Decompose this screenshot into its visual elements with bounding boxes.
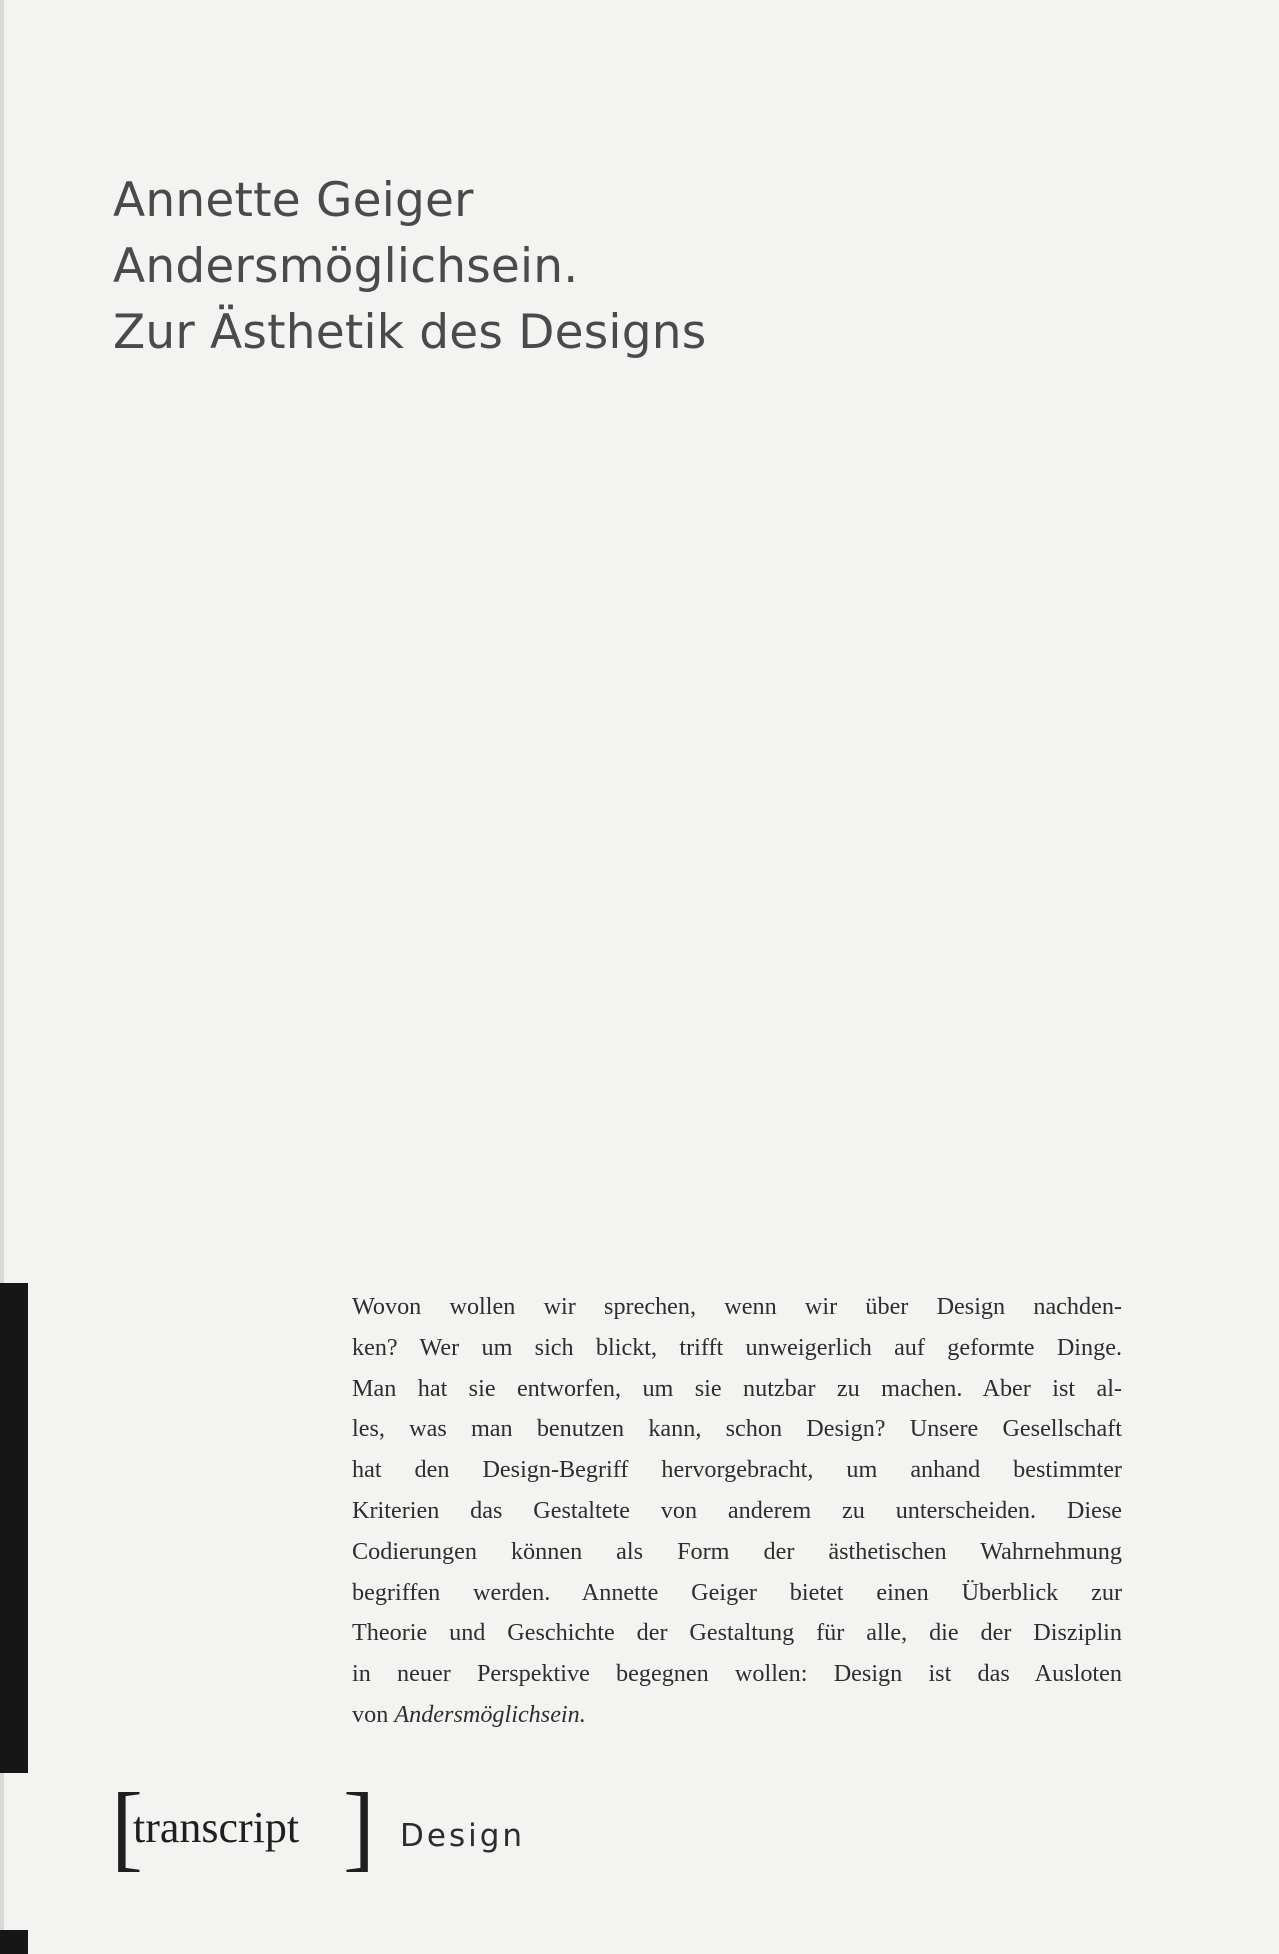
- book-subtitle: Zur Ästhetik des Designs: [113, 305, 707, 360]
- spine-mark-bottom: [0, 1930, 28, 1954]
- blurb-line: Codierungen können als Form der ästhetischen Wahrnehmung: [352, 1537, 1122, 1565]
- blurb-italic-term: Andersmöglichsein.: [394, 1700, 586, 1728]
- blurb-line: les, was man benutzen kann, schon Design? Unsere Gesellschaft: [352, 1415, 1122, 1443]
- logo-bracket-close: ]: [343, 1773, 375, 1880]
- blurb-line: Man hat sie entworfen, um sie nutzbar zu machen. Aber ist al-: [352, 1374, 1122, 1402]
- spine-mark: [0, 1283, 28, 1773]
- author-name: Annette Geiger: [113, 173, 474, 228]
- blurb-text: [352, 1287, 1122, 1736]
- blurb-line: Wovon wollen wir sprechen, wenn wir über Design nachden-: [352, 1293, 1122, 1320]
- blurb-line: ken? Wer um sich blickt, trifft unweigerlich auf geformte Dinge.: [352, 1333, 1122, 1361]
- book-title: Andersmöglichsein.: [113, 239, 579, 294]
- blurb-line: Theorie und Geschichte der Gestaltung für alle, die der Disziplin: [352, 1619, 1122, 1647]
- blurb-last-line: [352, 1695, 1122, 1736]
- series-name: Design: [400, 1818, 526, 1854]
- title-block: [113, 168, 1113, 366]
- logo-bracket-open: [: [111, 1773, 143, 1880]
- blurb-last-prefix: von: [352, 1700, 395, 1728]
- blurb-line: begriffen werden. Annette Geiger bietet einen Überblick zur: [352, 1578, 1122, 1606]
- blurb-line: Kriterien das Gestaltete von anderem zu unterscheiden. Diese: [352, 1496, 1122, 1524]
- blurb-line: hat den Design-Begriff hervorgebracht, um anhand bestimmter: [352, 1456, 1122, 1484]
- blurb-line: in neuer Perspektive begegnen wollen: Design ist das Ausloten: [352, 1660, 1122, 1688]
- publisher-name: transcript: [133, 1803, 300, 1852]
